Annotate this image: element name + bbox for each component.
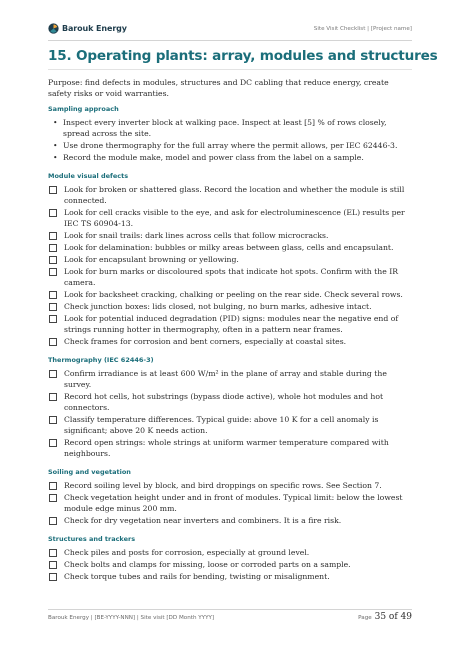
page-title: 15. Operating plants: array, modules and structures	[48, 48, 438, 64]
list-item: • Record the module make, model and power class from the label on a sample.	[48, 152, 412, 163]
checkbox-icon[interactable]	[49, 256, 57, 264]
checklist-item[interactable]	[48, 184, 412, 206]
checkbox-icon[interactable]	[49, 291, 57, 299]
checklist-item[interactable]	[48, 242, 412, 253]
logo-text: Barouk Energy	[62, 24, 127, 33]
checkbox-icon[interactable]	[49, 573, 57, 581]
list-item: • Use drone thermography for the full array where the permit allows, per IEC 62446-3.	[48, 140, 412, 151]
checklist-item-text: Look for backsheet cracking, chalking or peeling on the rear side. Check several rows.	[64, 290, 403, 299]
checklist-item[interactable]	[48, 230, 412, 241]
checklist-item-text: Look for snail trails: dark lines across cells that follow microcracks.	[64, 231, 329, 240]
checklist-item[interactable]	[48, 289, 412, 300]
checklist-item-text: Check for dry vegetation near inverters and combiners. It is a fire risk.	[64, 516, 342, 525]
checkbox-icon[interactable]	[49, 186, 57, 194]
checkbox-icon[interactable]	[49, 416, 57, 424]
checklist-item[interactable]	[48, 571, 412, 582]
checklist-item[interactable]	[48, 301, 412, 312]
purpose-text: Purpose: find defects in modules, structures and DC cabling that reduce energy, create safety risks or void warranties.	[48, 78, 389, 98]
checklist-item-text: Record open strings: whole strings at uniform warmer temperature compared with neighbours.	[64, 438, 389, 458]
checklist-item-text: Check torque tubes and rails for bending, twisting or misalignment.	[64, 572, 330, 581]
checkbox-icon[interactable]	[49, 439, 57, 447]
section-heading-thermography: Thermography (IEC 62446-3)	[48, 356, 154, 364]
header-document-info: Site Visit Checklist | [Project name]	[313, 26, 412, 32]
section-heading-module-defects: Module visual defects	[48, 172, 129, 180]
checklist-item[interactable]	[48, 492, 412, 514]
section-heading-soiling: Soiling and vegetation	[48, 468, 131, 476]
sampling-list	[48, 117, 412, 163]
checklist-item[interactable]	[48, 336, 412, 347]
checklist-item-text: Look for broken or shattered glass. Record the location and whether the module is still connected.	[64, 185, 405, 205]
checklist-item[interactable]	[48, 480, 412, 491]
checklist-item-text: Confirm irradiance is at least 600 W/m² in the plane of array and stable during the survey.	[64, 369, 387, 389]
checkbox-icon[interactable]	[49, 517, 57, 525]
checkbox-icon[interactable]	[49, 315, 57, 323]
page-content	[48, 77, 412, 583]
checklist-item-text: Check frames for corrosion and bent corners, especially at coastal sites.	[64, 337, 347, 346]
checklist-item-text: Check vegetation height under and in front of modules. Typical limit: below the lowest module edge minus 200 mm.	[64, 493, 403, 513]
checkbox-icon[interactable]	[49, 303, 57, 311]
checklist-item-text: Check bolts and clamps for missing, loose or corroded parts on a sample.	[64, 560, 351, 569]
checklist-item[interactable]	[48, 254, 412, 265]
checklist-item[interactable]	[48, 207, 412, 229]
checklist-item-text: Look for delamination: bubbles or milky areas between glass, cells and encapsulant.	[64, 243, 394, 252]
checklist-item[interactable]	[48, 547, 412, 558]
barouk-energy-logo-icon	[48, 23, 59, 34]
checklist-item-text: Check piles and posts for corrosion, especially at ground level.	[64, 548, 310, 557]
checklist-item[interactable]	[48, 368, 412, 390]
title-divider	[48, 69, 412, 70]
checklist-item[interactable]	[48, 437, 412, 459]
checkbox-icon[interactable]	[49, 393, 57, 401]
checkbox-icon[interactable]	[49, 338, 57, 346]
checklist-item-text: Check junction boxes: lids closed, not bulging, no burn marks, adhesive intact.	[64, 302, 372, 311]
checklist-item[interactable]	[48, 414, 412, 436]
page-label: Page	[358, 615, 372, 621]
page-total: 49	[400, 612, 412, 622]
checklist-item-text: Record hot cells, hot substrings (bypass diode active), whole hot modules and hot connectors.	[64, 392, 384, 412]
footer-document-info: Barouk Energy | [BE-YYYY-NNN] | Site visit [DD Month YYYY]	[48, 615, 215, 621]
checkbox-icon[interactable]	[49, 549, 57, 557]
checklist-item[interactable]	[48, 313, 412, 335]
section-heading-sampling: Sampling approach	[48, 105, 119, 113]
company-logo	[48, 23, 127, 34]
checkbox-icon[interactable]	[49, 244, 57, 252]
page-current: 35	[374, 612, 387, 622]
section-heading-structures: Structures and trackers	[48, 535, 136, 543]
checklist-item[interactable]	[48, 559, 412, 570]
checklist-item-text: Look for burn marks or discoloured spots that indicate hot spots. Confirm with the IR camera.	[64, 267, 399, 287]
checklist-item[interactable]	[48, 515, 412, 526]
checklist-item[interactable]	[48, 266, 412, 288]
checklist-item-text: Look for potential induced degradation (PID) signs: modules near the negative end of strings running hotter in thermography, often in a pattern near frames.	[64, 314, 399, 334]
checkbox-icon[interactable]	[49, 370, 57, 378]
checkbox-icon[interactable]	[49, 268, 57, 276]
footer-divider	[48, 609, 412, 610]
checkbox-icon[interactable]	[49, 561, 57, 569]
page-of: of	[388, 612, 398, 622]
checkbox-icon[interactable]	[49, 482, 57, 490]
header-divider	[48, 40, 412, 41]
checklist-item[interactable]	[48, 391, 412, 413]
checkbox-icon[interactable]	[49, 494, 57, 502]
checkbox-icon[interactable]	[49, 232, 57, 240]
page-header	[48, 22, 412, 40]
page-number	[358, 612, 412, 622]
checkbox-icon[interactable]	[49, 209, 57, 217]
checklist-item-text: Look for cell cracks visible to the eye, and ask for electroluminescence (EL) results per IEC TS 60904-13.	[64, 208, 405, 228]
list-item: • Inspect every inverter block at walking pace. Inspect at least [5] % of rows closely, spread across the site.	[48, 117, 412, 139]
checklist-item-text: Look for encapsulant browning or yellowing.	[64, 255, 239, 264]
checklist-item-text: Record soiling level by block, and bird droppings on specific rows. See Section 7.	[64, 481, 382, 490]
checklist-item-text: Classify temperature differences. Typical guide: above 10 K for a cell anomaly is significant; above 20 K needs action.	[64, 415, 379, 435]
